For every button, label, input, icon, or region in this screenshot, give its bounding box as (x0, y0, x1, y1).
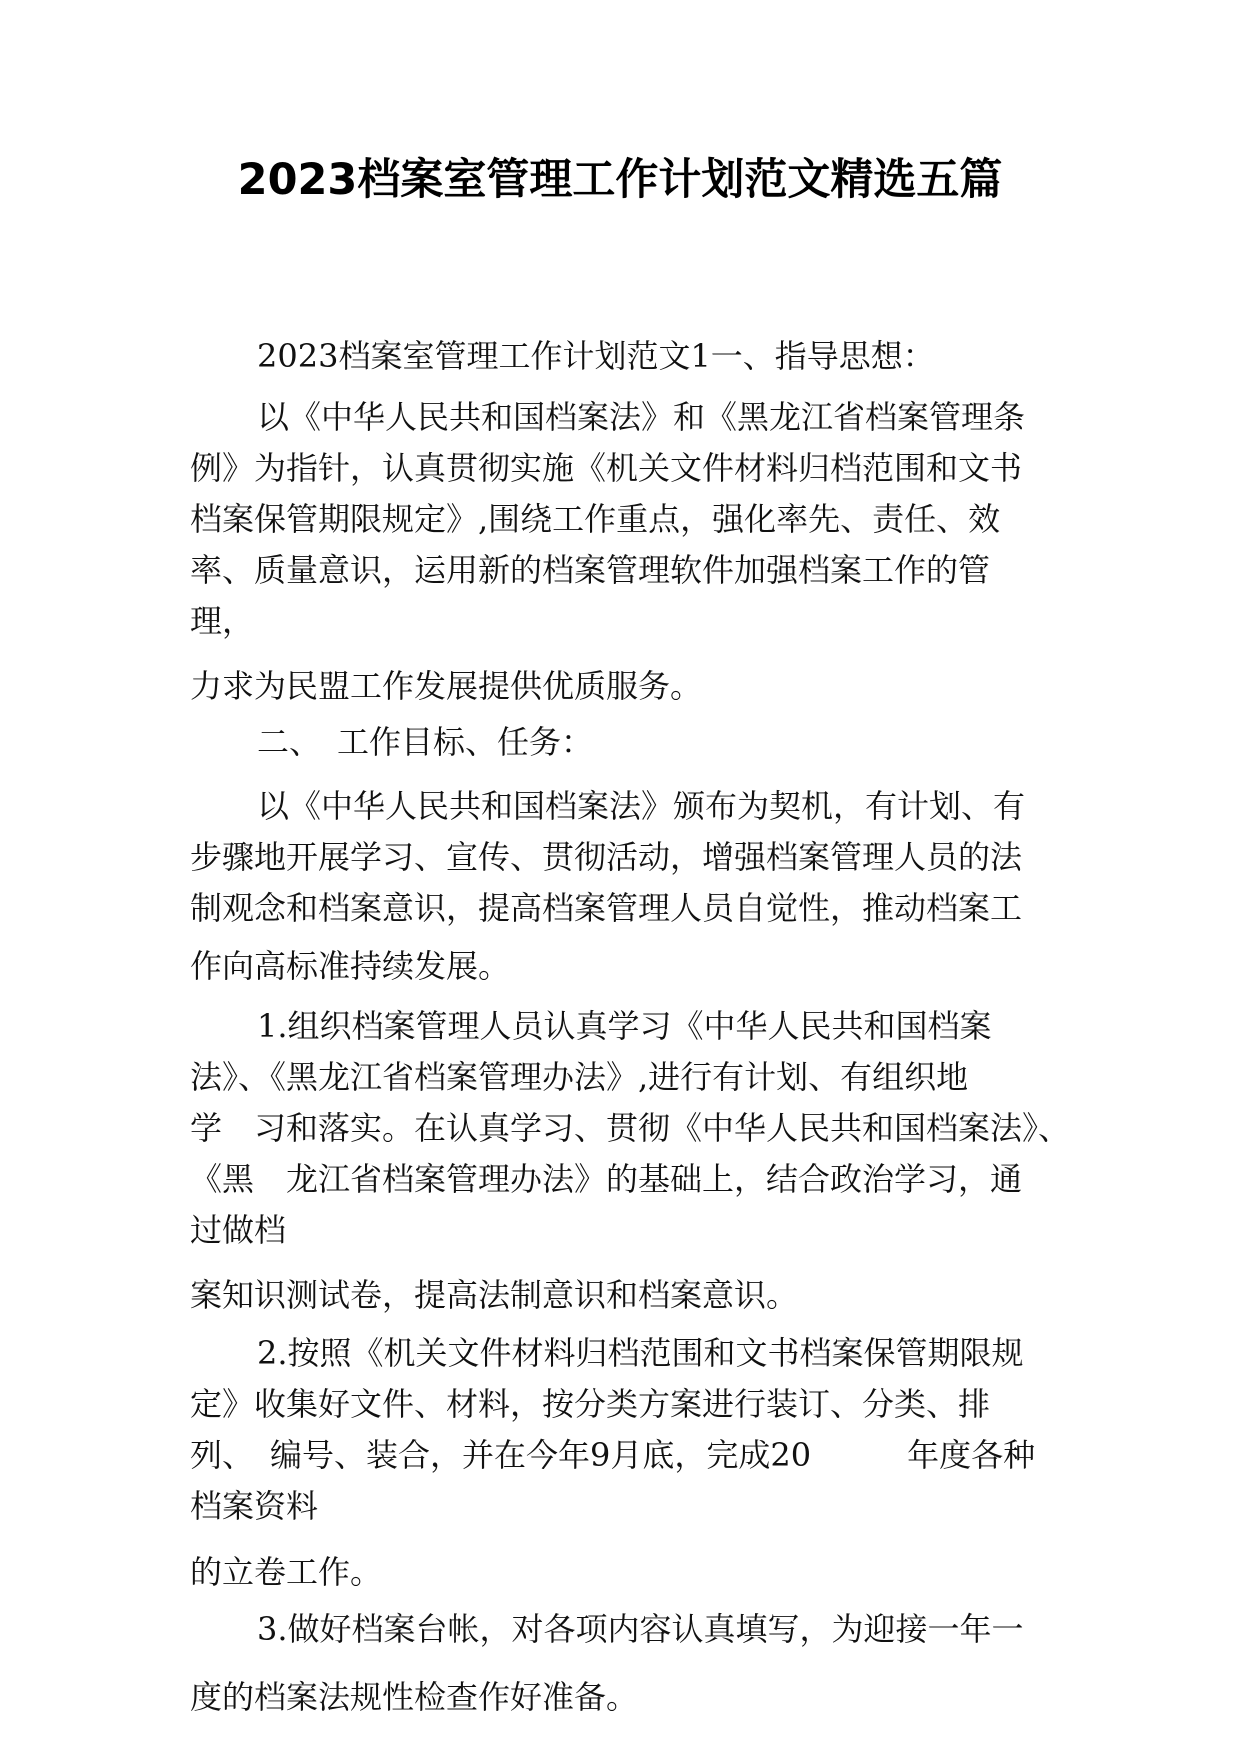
body-line-13: 1.组织档案管理人员认真学习《中华人民共和国档案 (257, 1007, 992, 1045)
body-line-10: 步骤地开展学习、宣传、贯彻活动，增强档案管理人员的法 (190, 838, 1023, 876)
body-line-6: 理， (190, 602, 255, 640)
body-line-4: 档案保管期限规定》,围绕工作重点，强化率先、责任、效 (190, 500, 1001, 538)
body-line-15: 学 习和落实。在认真学习、贯彻《中华人民共和国档案法》、 (190, 1109, 1071, 1147)
body-line-1: 2023档案室管理工作计划范文1一、指导思想： (257, 337, 935, 375)
body-line-11: 制观念和档案意识，提高档案管理人员自觉性，推动档案工 (190, 889, 1023, 927)
body-line-20: 定》收集好文件、材料，按分类方案进行装订、分类、排 (190, 1385, 991, 1423)
body-line-8: 二、 工作目标、任务： (257, 723, 594, 761)
body-line-5: 率、质量意识，运用新的档案管理软件加强档案工作的管 (190, 551, 991, 589)
body-line-12: 作向高标准持续发展。 (190, 947, 511, 985)
body-line-21: 列、 编号、装合，并在今年9月底，完成20 年度各种 (190, 1436, 1036, 1474)
body-line-16: 《黑 龙江省档案管理办法》的基础上，结合政治学习，通 (190, 1160, 1023, 1198)
body-line-18: 案知识测试卷，提高法制意识和档案意识。 (190, 1276, 799, 1314)
body-line-7: 力求为民盟工作发展提供优质服务。 (190, 667, 703, 705)
body-line-19: 2.按照《机关文件材料归档范围和文书档案保管期限规 (257, 1334, 1024, 1372)
body-line-9: 以《中华人民共和国档案法》颁布为契机，有计划、有 (257, 787, 1026, 825)
body-line-23: 的立卷工作。 (190, 1553, 383, 1591)
body-line-17: 过做档 (190, 1211, 287, 1249)
body-line-14: 法》、《黑龙江省档案管理办法》,进行有计划、有组织地 (190, 1058, 969, 1096)
body-line-25: 度的档案法规性检查作好准备。 (190, 1678, 639, 1716)
body-line-2: 以《中华人民共和国档案法》和《黑龙江省档案管理条 (257, 398, 1026, 436)
body-line-24: 3.做好档案台帐，对各项内容认真填写，为迎接一年一 (257, 1610, 1024, 1648)
body-line-22: 档案资料 (190, 1487, 319, 1525)
document-title: 2023档案室管理工作计划范文精选五篇 (237, 155, 1003, 205)
body-line-3: 例》为指针，认真贯彻实施《机关文件材料归档范围和文书 (190, 449, 1023, 487)
